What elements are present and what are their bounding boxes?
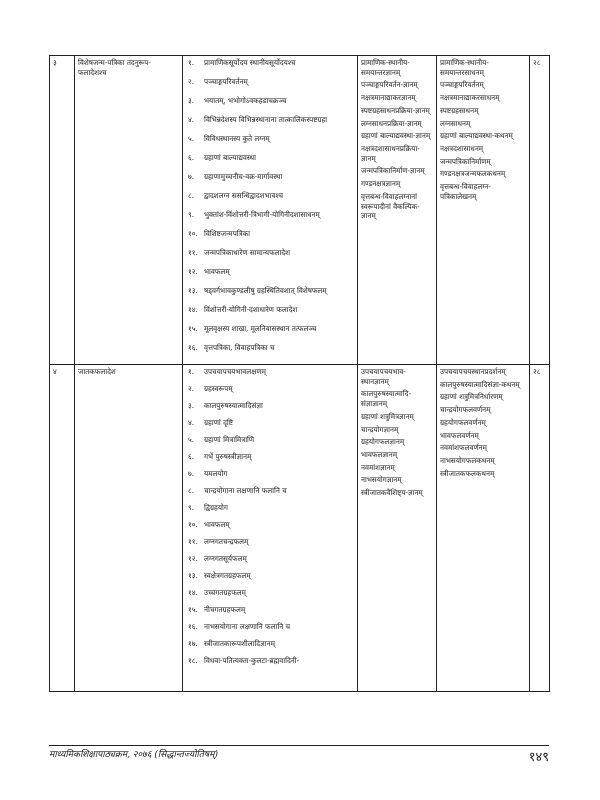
item-number: ६. <box>188 452 195 461</box>
item-text: नाभसयोगाना लक्षणानि फलानि च <box>204 622 291 631</box>
unit-number: ३ <box>50 56 75 365</box>
list-item: कालपुरुषस्यात्मादिसंज्ञा-कथनम् <box>440 379 520 389</box>
item-text: ग्रहाणामुच्चनीच-वक्र-मार्गावस्था <box>204 172 283 181</box>
list-item <box>186 58 354 77</box>
list-item <box>186 401 354 418</box>
item-number: ७. <box>188 172 195 181</box>
list-item: नाभसयोगज्ञानम् <box>361 475 402 485</box>
list-item <box>186 134 354 153</box>
item-number: ११. <box>188 248 198 257</box>
list-item: प्रामाणिक-स्थानीय-समयान्तरज्ञानम् <box>361 58 410 77</box>
item-number: १८. <box>188 656 198 665</box>
list-item: ग्रहयोगफलवर्णनम् <box>440 417 486 427</box>
item-number: ८. <box>188 191 195 200</box>
list-item: गण्डनक्षत्रज्ञानम् <box>361 179 401 189</box>
item-text: विधवा-पतित्यक्ता-कुलटा-ब्रह्मवादिनी- <box>204 656 300 665</box>
list-item <box>186 324 354 343</box>
list-item <box>186 435 354 452</box>
item-number: ७. <box>188 469 195 478</box>
item-text: द्विग्रहयोग <box>204 503 228 512</box>
item-number: ११. <box>188 537 198 546</box>
item-text: भावफलम् <box>204 520 230 529</box>
footer-title: माध्यमिकशिक्षापाठ्यक्रम, २०७६ (सिद्धान्तज्योतिषम्) <box>49 750 218 760</box>
item-text: विभिन्नदेशस्य विभिन्नस्थानाना तात्कालिकस्पष्टग्रहा <box>204 115 328 124</box>
table-row <box>50 56 550 365</box>
list-item <box>186 537 354 554</box>
item-text: वृत्तपत्रिका, विवाहपत्रिका च <box>204 343 275 352</box>
list-item <box>186 115 354 134</box>
list-item: चान्द्रयोगज्ञानम् <box>361 424 399 434</box>
item-number: १५. <box>188 605 198 614</box>
item-text: यमलयोग <box>204 469 228 478</box>
item-number: १२. <box>188 554 198 563</box>
unit-title: जातकफलादेश <box>75 365 183 692</box>
list-item <box>186 172 354 191</box>
item-number: १५. <box>188 324 198 333</box>
skills-list <box>437 56 530 365</box>
list-item: स्त्रीजातकफलकथनम् <box>440 468 495 478</box>
item-text: द्वादशलग्न ससन्धिद्वादशभावश्च <box>204 191 284 200</box>
item-number: १३. <box>188 286 198 295</box>
list-item: जन्मपत्रिकानिर्माणम् <box>440 156 491 166</box>
item-text: स्त्रीजातकारूपशीलादिज्ञानम् <box>204 639 275 648</box>
list-item <box>186 571 354 588</box>
page-number: १४९ <box>528 750 549 765</box>
list-item <box>186 639 354 656</box>
skills-list <box>437 365 530 692</box>
item-text: जन्मपत्रिकाधारेण सामान्यफलादेश <box>204 248 291 257</box>
list-item: स्पष्टग्रहसाधनम् <box>440 105 479 115</box>
list-item <box>186 191 354 210</box>
item-text: ग्रहस्वरूपम् <box>204 384 233 393</box>
table-row <box>50 365 550 692</box>
item-number: १४. <box>188 588 198 597</box>
list-item <box>186 520 354 537</box>
item-text: स्वक्षेत्रगतग्रहफलम् <box>204 571 251 580</box>
list-item: ग्रहयोगफलज्ञानम् <box>361 437 405 447</box>
item-number: ९. <box>188 503 195 512</box>
item-text: उच्चगतग्रहफलम् <box>204 588 246 597</box>
unit-title: विशेषजन्म-पत्रिका तदनुरूप-फलादेशश्च <box>75 56 183 365</box>
list-item: उपचयापचयभाव-स्थानज्ञानम् <box>361 367 406 386</box>
list-item <box>186 469 354 486</box>
item-number: ४. <box>188 115 195 124</box>
list-item <box>186 554 354 571</box>
item-text: भुक्तांश-विंशोत्तरी-त्रिभागी-योगिनीदशासाधनम् <box>204 210 320 219</box>
knowledge-list <box>358 365 437 692</box>
item-text: षड्वर्गभावकुण्डलीषु ग्रहस्थितिवशात् विशेषफलम् <box>204 286 327 295</box>
item-text: ग्रहाणां बाल्याद्यवस्था <box>204 153 256 162</box>
list-item <box>186 210 354 229</box>
list-item: भावफलवर्णनम् <box>440 430 479 440</box>
item-text: लग्नगतचन्द्रफलम् <box>204 537 249 546</box>
list-item: वृत्तबन्ध-विवाहलग्नानां स्वरूपादीनां वैकल्पिक-ज्ञानम् <box>361 191 420 221</box>
list-item <box>186 452 354 469</box>
item-number: ५. <box>188 134 195 143</box>
list-item: भावफलज्ञानम् <box>361 450 398 460</box>
list-item: ग्रहाणां बाल्याद्यवस्था-ज्ञानम् <box>361 131 431 141</box>
item-number: ५. <box>188 435 195 444</box>
list-item <box>186 622 354 639</box>
item-number: ८. <box>188 486 195 495</box>
list-item: नवमांशफलवर्णनम् <box>440 443 487 453</box>
item-text: विविधस्थानस्य कुते लग्नम् <box>204 134 270 143</box>
item-number: ३. <box>188 401 195 410</box>
syllabus-table <box>49 55 550 692</box>
list-item <box>186 343 354 362</box>
list-item: वृत्तबन्ध-विवाहलग्न-पत्रिकालेखनम् <box>440 182 491 201</box>
list-item <box>186 367 354 384</box>
item-number: ३. <box>188 96 195 105</box>
list-item <box>186 588 354 605</box>
list-item: स्पष्टग्रहसाधनप्रक्रिया-ज्ञानम् <box>361 105 430 115</box>
item-number: २. <box>188 384 195 393</box>
item-text: गर्भे पुरुषस्त्रीज्ञानम् <box>204 452 252 461</box>
list-item <box>186 384 354 401</box>
item-text: भावफलम् <box>204 267 230 276</box>
item-text: लग्नगतसूर्यफलम् <box>204 554 247 563</box>
list-item <box>186 605 354 622</box>
item-number: १६. <box>188 622 198 631</box>
item-number: १०. <box>188 520 198 529</box>
list-item: चान्द्रयोगफलवर्णनम् <box>440 405 491 415</box>
item-text: भयातम्, भभोगोऽवकहडाचक्रञ्च <box>204 96 287 105</box>
item-number: १. <box>188 58 195 67</box>
item-number: १६. <box>188 343 198 352</box>
item-number: १७. <box>188 639 198 648</box>
item-text: पञ्चाङ्गपरिवर्तनम् <box>204 77 248 86</box>
list-item: पञ्चाङ्गपरिवर्तन-ज्ञानम् <box>361 80 418 90</box>
list-item: नक्षत्रदशासाधनप्रक्रिया-ज्ञानम् <box>361 144 420 163</box>
teaching-hours: २८ <box>530 365 550 692</box>
list-item <box>186 286 354 305</box>
list-item <box>186 248 354 267</box>
list-item <box>186 418 354 435</box>
list-item <box>186 305 354 324</box>
item-number: ९. <box>188 210 195 219</box>
item-text: नीचगतग्रहफलम् <box>204 605 246 614</box>
list-item: ग्रहाणां शत्रुमित्रज्ञानम् <box>361 411 414 421</box>
list-item: नवमांशज्ञानम् <box>361 462 395 472</box>
list-item: ग्रहाणां बाल्याद्यवस्था-कथनम् <box>440 131 513 141</box>
item-text: प्रामाणिकसूर्योदय स्थानीयसूर्योदयश्च <box>204 58 296 67</box>
list-item: ग्रहाणां शत्रुमित्रनिर्धारणम् <box>440 392 503 402</box>
list-item <box>186 96 354 115</box>
item-number: १४. <box>188 305 198 314</box>
item-text: विशिष्टजन्मपत्रिका <box>204 229 251 238</box>
list-item <box>186 503 354 520</box>
item-number: ४. <box>188 418 195 427</box>
item-text: उपचयापचयभावलक्षणम् <box>204 367 266 376</box>
unit-number: ४ <box>50 365 75 692</box>
item-text: ग्रहाणां दृष्टि <box>204 418 233 427</box>
item-number: १२. <box>188 267 198 276</box>
list-item: लग्नसाधनम् <box>440 118 471 128</box>
list-item: प्रामाणिक-स्थानीय-समयान्तरसाधनम् <box>440 58 489 77</box>
content-list <box>183 365 358 692</box>
list-item: गण्डनक्षत्रजन्मफलकथनम् <box>440 169 506 179</box>
item-number: १०. <box>188 229 198 238</box>
list-item: जन्मपत्रिकानिर्माण-ज्ञानम् <box>361 166 425 176</box>
item-number: १. <box>188 367 195 376</box>
item-text: ग्रहाणां मित्रामित्राणि <box>204 435 255 444</box>
content-list <box>183 56 358 365</box>
list-item: कालपुरुषस्यात्मादि-संज्ञाज्ञानम् <box>361 389 411 409</box>
item-text: विंशोत्तरी-योगिनी-दशाधारेण फलादेश <box>204 305 298 314</box>
list-item: नक्षत्रमानाद्याकरज्ञानम् <box>361 93 416 103</box>
list-item <box>186 77 354 96</box>
item-text: चान्द्रयोगाना लक्षणानि फलानि च <box>204 486 287 495</box>
list-item: पञ्चाङ्गपरिवर्तनम् <box>440 80 484 90</box>
list-item: उपचयापचयस्थानप्रदर्शनम् <box>440 367 506 376</box>
list-item <box>186 486 354 503</box>
list-item: नक्षत्रमानाद्याकरसाधनम् <box>440 93 500 103</box>
list-item: लग्नसाधनप्रक्रिया-ज्ञानम् <box>361 118 422 128</box>
list-item <box>186 153 354 172</box>
list-item <box>186 656 354 673</box>
knowledge-list <box>358 56 437 365</box>
list-item <box>186 267 354 286</box>
list-item: नाभसयोगफलकथनम् <box>440 456 495 466</box>
list-item <box>186 229 354 248</box>
item-number: २. <box>188 77 195 86</box>
item-number: १३. <box>188 571 198 580</box>
item-text: मूलवृक्षस्य शाखा, मूलनिवासस्थान तत्फलञ्च <box>204 324 317 333</box>
item-number: ६. <box>188 153 195 162</box>
list-item: स्त्रीजातकवैशिष्ट्य-ज्ञानम् <box>361 488 423 498</box>
item-text: कालपुरुषस्यात्मादिसंज्ञा <box>204 401 263 410</box>
list-item: नक्षत्रदशासाधनम् <box>440 144 484 154</box>
page-footer <box>49 745 549 767</box>
teaching-hours: २८ <box>530 56 550 365</box>
